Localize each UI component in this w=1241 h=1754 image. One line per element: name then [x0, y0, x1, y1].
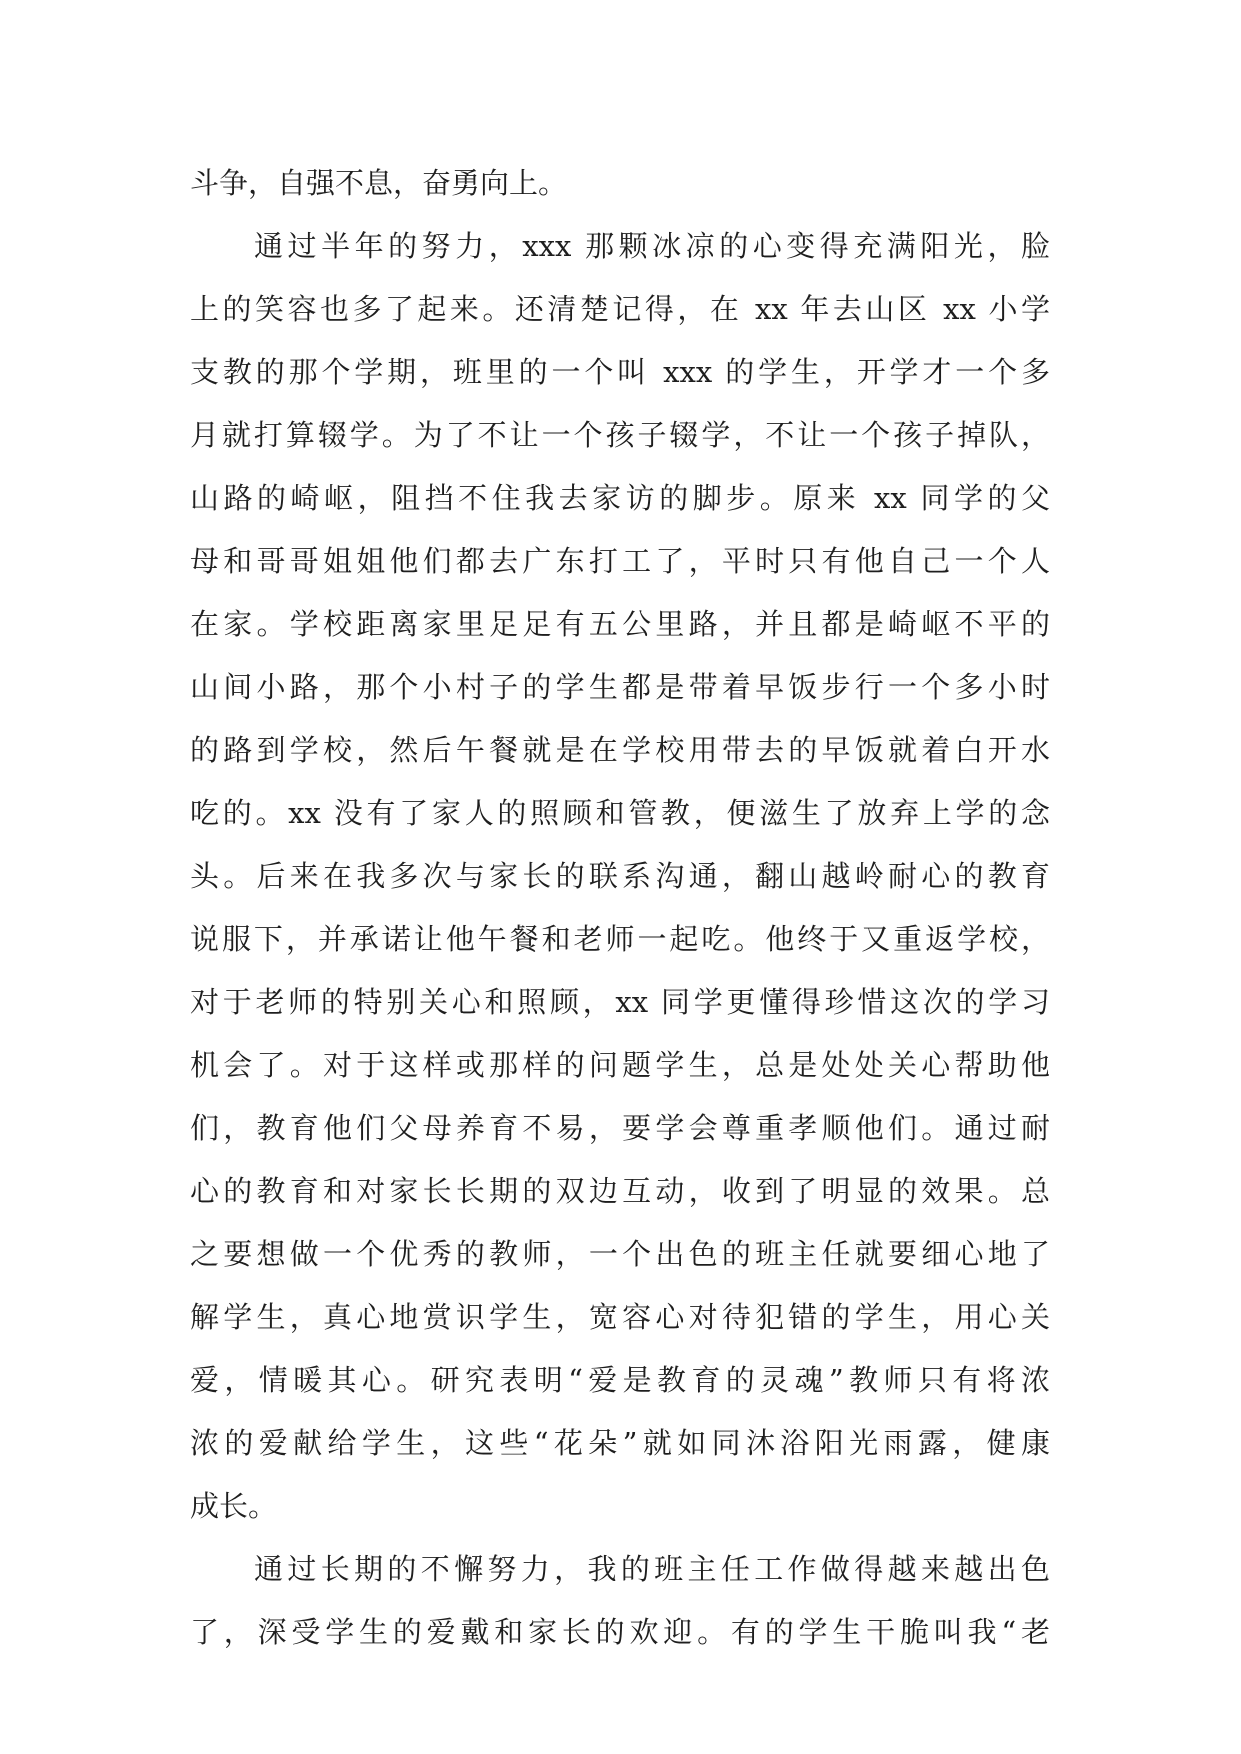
text-line: 上的笑容也多了起来。还清楚记得，在 xx 年去山区 xx 小学 — [190, 292, 1050, 326]
text-line: 母和哥哥姐姐他们都去广东打工了，平时只有他自己一个人 — [190, 544, 1050, 578]
text-line: 了，深受学生的爱戴和家长的欢迎。有的学生干脆叫我“老 — [190, 1615, 1050, 1649]
text-line: 通过长期的不懈努力，我的班主任工作做得越来越出色 — [254, 1552, 1050, 1586]
text-line: 月就打算辍学。为了不让一个孩子辍学，不让一个孩子掉队， — [190, 418, 1050, 452]
text-line: 机会了。对于这样或那样的问题学生，总是处处关心帮助他 — [190, 1048, 1050, 1082]
text-line: 成长。 — [190, 1489, 278, 1523]
text-line: 说服下，并承诺让他午餐和老师一起吃。他终于又重返学校， — [190, 922, 1050, 956]
text-line: 头。后来在我多次与家长的联系沟通，翻山越岭耐心的教育 — [190, 859, 1050, 893]
text-line: 在家。学校距离家里足足有五公里路，并且都是崎岖不平的 — [190, 607, 1050, 641]
text-line: 支教的那个学期，班里的一个叫 xxx 的学生，开学才一个多 — [190, 355, 1050, 389]
text-line: 爱，情暖其心。研究表明“爱是教育的灵魂”教师只有将浓 — [190, 1363, 1050, 1397]
text-line: 心的教育和对家长长期的双边互动，收到了明显的效果。总 — [190, 1174, 1050, 1208]
text-line: 吃的。xx 没有了家人的照顾和管教，便滋生了放弃上学的念 — [190, 796, 1050, 830]
text-line: 之要想做一个优秀的教师，一个出色的班主任就要细心地了 — [190, 1237, 1050, 1271]
text-line: 对于老师的特别关心和照顾，xx 同学更懂得珍惜这次的学习 — [190, 985, 1050, 1019]
text-line: 解学生，真心地赏识学生，宽容心对待犯错的学生，用心关 — [190, 1300, 1050, 1334]
text-line: 山路的崎岖，阻挡不住我去家访的脚步。原来 xx 同学的父 — [190, 481, 1050, 515]
text-line: 们，教育他们父母养育不易，要学会尊重孝顺他们。通过耐 — [190, 1111, 1050, 1145]
text-line: 山间小路，那个小村子的学生都是带着早饭步行一个多小时 — [190, 670, 1050, 704]
text-line: 的路到学校，然后午餐就是在学校用带去的早饭就着白开水 — [190, 733, 1050, 767]
text-line: 浓的爱献给学生，这些“花朵”就如同沐浴阳光雨露，健康 — [190, 1426, 1050, 1460]
text-line: 斗争，自强不息，奋勇向上。 — [190, 166, 568, 200]
body-text — [190, 152, 1050, 1664]
text-line: 通过半年的努力，xxx 那颗冰凉的心变得充满阳光，脸 — [254, 229, 1050, 263]
